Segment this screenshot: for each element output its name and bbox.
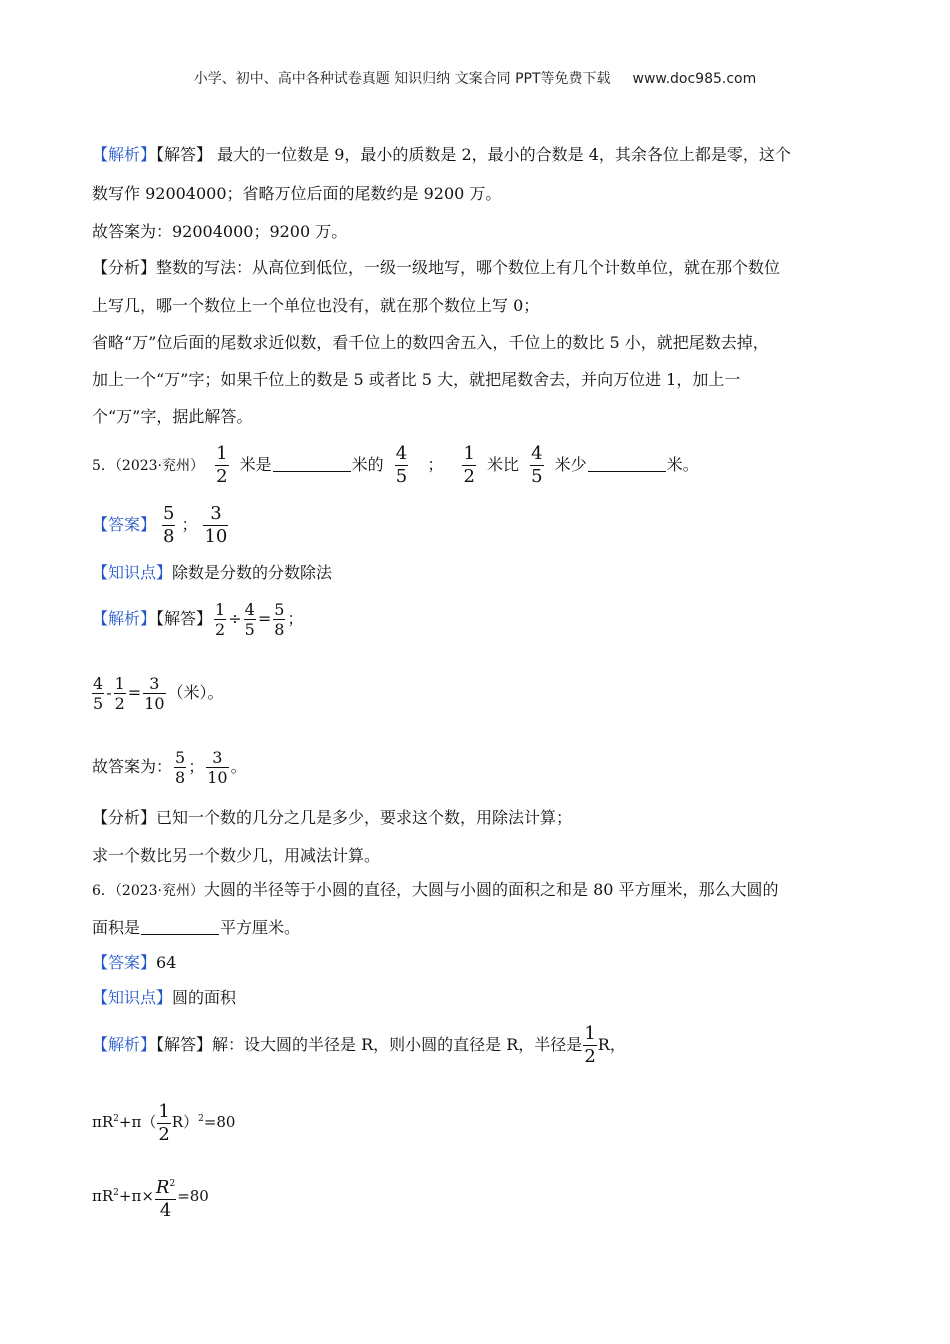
q5-stem <box>92 443 699 488</box>
answer-sep: ； <box>181 515 198 534</box>
q4-fenxi-line5: 个“万”字，据此解答。 <box>92 407 253 426</box>
frac-num: 4 <box>395 443 408 464</box>
fraction-4-5 <box>92 674 104 713</box>
frac-den: 8 <box>175 768 186 787</box>
frac-num: 1 <box>114 674 125 693</box>
eq-text: =80 <box>203 1113 236 1131</box>
frac-num: 4 <box>531 443 543 464</box>
q6-stem-text2b: 平方厘米。 <box>220 918 301 937</box>
q4-answer-line: 故答案为：92004000；9200 万。 <box>92 222 348 241</box>
q5-text: 米是 <box>239 455 272 474</box>
frac-num: 1 <box>216 443 228 464</box>
frac-den: 10 <box>207 768 228 787</box>
frac-num: 1 <box>158 1100 170 1122</box>
frac-num: 5 <box>274 600 285 619</box>
jieda-tag: 【解答】 <box>156 145 213 164</box>
q6-stem-line1 <box>92 878 779 903</box>
header-url[interactable]: www.doc985.com <box>632 71 757 87</box>
q5-answer <box>92 503 234 548</box>
q5-jieda-eq1 <box>92 597 303 641</box>
knowledge-text: 除数是分数的分数除法 <box>172 563 333 582</box>
q6-answer <box>92 951 176 975</box>
superscript-2: 2 <box>198 1114 204 1124</box>
answer-fraction-5-8 <box>162 503 175 548</box>
frac-den: 10 <box>204 526 228 547</box>
frac-num: 5 <box>175 748 186 767</box>
q6-stem-text2a: 面积是 <box>92 918 141 937</box>
fraction-four-fifths <box>530 443 543 488</box>
frac-den: 10 <box>144 694 165 713</box>
superscript-2: 2 <box>113 1188 119 1198</box>
fraction-r-squared-over-4 <box>155 1173 176 1222</box>
answer-blank-1[interactable] <box>273 455 351 472</box>
frac-num: 1 <box>463 443 475 464</box>
q6-equation-2 <box>92 1169 209 1222</box>
q6-jieda-line <box>92 1023 626 1068</box>
frac-den: 5 <box>244 620 255 639</box>
semicolon: ； <box>287 609 304 628</box>
q5-text: 米。 <box>666 455 699 474</box>
eq-text: R） <box>171 1113 199 1131</box>
fraction-one-half <box>215 443 228 488</box>
frac-den: 2 <box>463 466 475 487</box>
answer-value: 64 <box>156 953 177 972</box>
q6-source: （2023·兖州） <box>114 883 205 899</box>
answer-end: 。 <box>230 757 247 776</box>
fraction-1-2 <box>214 600 226 639</box>
knowledge-tag: 【知识点】 <box>92 988 173 1007</box>
q4-fenxi-line2: 上写几，哪一个数位上一个单位也没有，就在那个数位上写 0； <box>92 296 540 315</box>
fraction-one-half <box>462 443 475 488</box>
frac-num: 3 <box>203 503 228 526</box>
frac-num: 4 <box>244 600 255 619</box>
op-divide: ÷ <box>228 609 242 628</box>
fraction-3-10 <box>206 748 228 787</box>
q5-fenxi-line2: 求一个数比另一个数少几，用减法计算。 <box>92 846 381 865</box>
frac-den: 4 <box>159 1199 172 1221</box>
frac-num: 3 <box>206 748 228 768</box>
frac-den: 8 <box>274 620 285 639</box>
q4-fenxi-line3: 省略“万”位后面的尾数求近似数，看千位上的数四舍五入，千位上的数比 5 小，就把尾数去掉， <box>92 333 769 352</box>
q5-text: 米少 <box>554 455 587 474</box>
q6-stem-text1: 大圆的半径等于小圆的直径，大圆与小圆的面积之和是 80 平方厘米，那么大圆的 <box>204 880 779 899</box>
fraction-3-10 <box>143 674 165 713</box>
page-header <box>0 68 950 88</box>
frac-den: 2 <box>114 694 125 713</box>
q5-fenxi-text1: 已知一个数的几分之几是多少，要求这个数，用除法计算； <box>156 808 573 827</box>
jiexi-tag: 【解析】 <box>92 145 157 164</box>
q5-text: 米比 <box>486 455 519 474</box>
q4-jieda-text1: 最大的一位数是 9，最小的质数是 2，最小的合数是 4，其余各位上都是零，这个 <box>212 145 791 164</box>
frac-den: 5 <box>395 466 408 487</box>
jieda-text: 解：设大圆的半径是 R，则小圆的直径是 R，半径是 <box>212 1035 583 1054</box>
q6-knowledge <box>92 986 236 1010</box>
fraction-1-2 <box>157 1101 170 1146</box>
q5-number: 5． <box>92 458 115 474</box>
fraction-4-5 <box>244 600 256 639</box>
fraction-5-8 <box>273 600 285 639</box>
frac-den: 5 <box>531 466 543 487</box>
unit-text: （米）。 <box>167 683 224 702</box>
answer-blank-2[interactable] <box>588 455 666 472</box>
frac-num <box>155 1173 176 1200</box>
fraction-5-8 <box>174 748 186 787</box>
semicolon: ； <box>188 757 205 776</box>
answer-tag: 【答案】 <box>92 953 157 972</box>
frac-num: 1 <box>215 600 226 619</box>
answer-fraction-3-10 <box>203 503 228 548</box>
fraction-1-2 <box>114 674 126 713</box>
answer-prefix: 故答案为： <box>92 757 173 776</box>
frac-den: 2 <box>584 1046 596 1067</box>
op-equals: = <box>257 609 272 628</box>
frac-num: 3 <box>143 674 165 694</box>
frac-num: 5 <box>163 503 175 524</box>
q4-jieda-line2: 数写作 92004000；省略万位后面的尾数约是 9200 万。 <box>92 184 502 203</box>
q5-answer-line <box>92 745 247 789</box>
q4-fenxi-line1 <box>92 256 780 280</box>
q4-jieda-line1 <box>92 143 791 167</box>
knowledge-tag: 【知识点】 <box>92 563 173 582</box>
superscript-2: 2 <box>113 1114 119 1124</box>
frac-den: 5 <box>93 694 104 713</box>
q5-text: 米的 <box>351 455 384 474</box>
eq-text: +π（ <box>118 1113 157 1131</box>
q4-fenxi-text1: 整数的写法：从高位到低位，一级一级地写，哪个数位上有几个计数单位，就在那个数位 <box>156 258 781 277</box>
frac-den: 2 <box>216 466 228 487</box>
jieda-tag: 【解答】 <box>156 1035 213 1054</box>
q5-sep: ； <box>427 455 444 474</box>
answer-tag: 【答案】 <box>92 515 157 534</box>
frac-den: 2 <box>215 620 226 639</box>
frac-num: 1 <box>584 1023 596 1044</box>
op-equals: = <box>127 683 142 702</box>
frac-num: 4 <box>93 674 104 693</box>
fenxi-tag: 【分析】 <box>92 258 157 277</box>
var-R: R <box>155 1176 170 1198</box>
answer-blank-3[interactable] <box>141 918 219 935</box>
knowledge-text: 圆的面积 <box>172 988 237 1007</box>
frac-den: 2 <box>158 1123 170 1145</box>
jieda-tag: 【解答】 <box>156 609 213 628</box>
q5-jieda-eq2 <box>92 671 224 715</box>
q6-stem-line2 <box>92 916 300 940</box>
jieda-end: R， <box>597 1035 626 1054</box>
superscript-2: 2 <box>169 1178 176 1189</box>
eq-text: πR <box>92 1113 114 1131</box>
fraction-1-2 <box>583 1023 596 1068</box>
q5-source: （2023·兖州） <box>114 458 205 474</box>
q4-fenxi-line4: 加上一个“万”字；如果千位上的数是 5 或者比 5 大，就把尾数舍去，并向万位进 1，加上一 <box>92 370 741 389</box>
header-text: 小学、初中、高中各种试卷真题 知识归纳 文案合同 PPT等免费下载 <box>193 71 611 87</box>
jiexi-tag: 【解析】 <box>92 1035 157 1054</box>
eq-text: +π× <box>118 1187 154 1205</box>
eq-text: =80 <box>177 1187 209 1205</box>
q6-number: 6． <box>92 883 115 899</box>
eq-text: πR <box>92 1187 114 1205</box>
jiexi-tag: 【解析】 <box>92 609 157 628</box>
fraction-four-fifths <box>395 443 408 488</box>
fenxi-tag: 【分析】 <box>92 808 157 827</box>
q5-fenxi-line1 <box>92 806 572 830</box>
frac-den: 8 <box>163 526 175 547</box>
op-minus: - <box>106 683 112 702</box>
q5-knowledge <box>92 561 332 585</box>
q6-equation-1 <box>92 1097 235 1146</box>
